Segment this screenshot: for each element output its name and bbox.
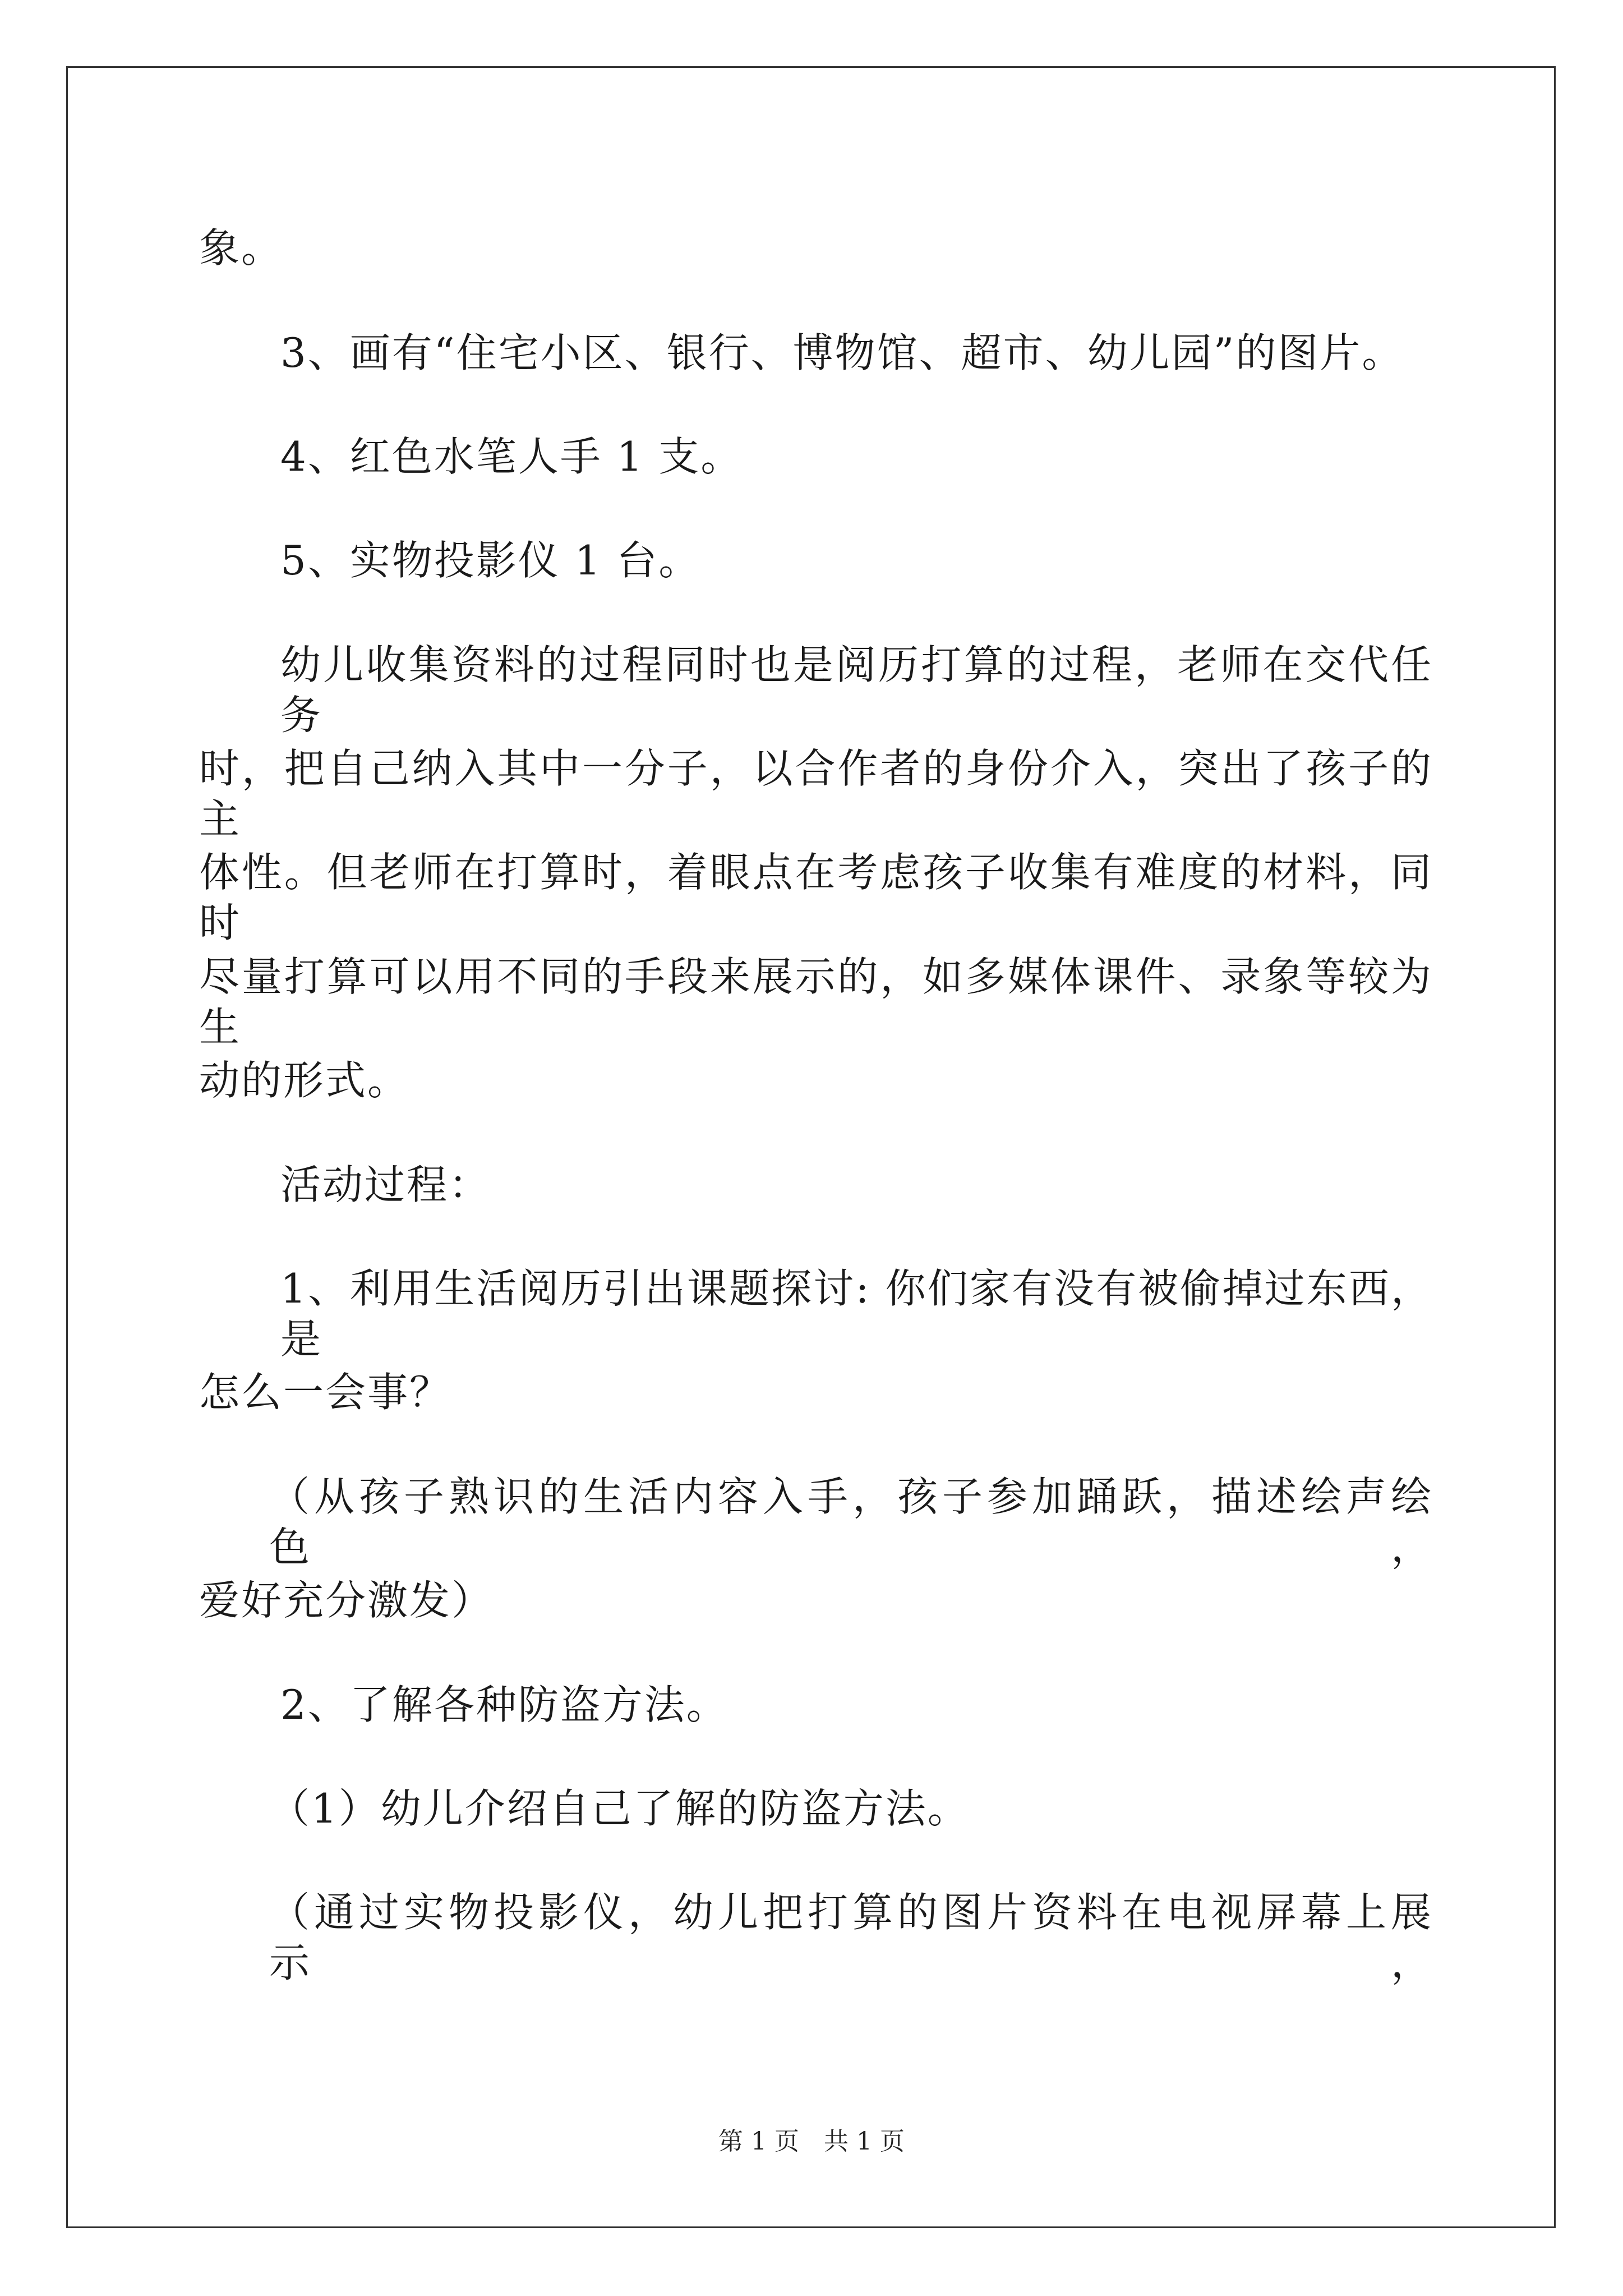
text-line-10: 活动过程： (280, 1161, 491, 1208)
text-line-9: 动的形式。 (199, 1057, 410, 1104)
text-line-16: （1）幼儿介绍自己了解的防盗方法。 (269, 1785, 970, 1832)
text-line-6: 时，把自己纳入其中一分子，以合作者的身份介入，突出了孩子的主 (199, 745, 1433, 843)
text-line-4: 5、实物投影仪 1 台。 (280, 537, 701, 584)
text-line-3: 4、红色水笔人手 1 支。 (280, 433, 743, 480)
text-line-13: （从孩子熟识的生活内容入手，孩子参加踊跃，描述绘声绘色， (269, 1473, 1433, 1571)
text-line-8: 尽量打算可以用不同的手段来展示的，如多媒体课件、录象等较为生 (199, 953, 1433, 1051)
text-line-12: 怎么一会事？ (199, 1369, 452, 1416)
text-line-11: 1、利用生活阅历引出课题探讨: 你们家有没有被偷掉过东西，是 (280, 1265, 1433, 1363)
text-line-1: 象。 (199, 224, 284, 272)
text-line-17: （通过实物投影仪，幼儿把打算的图片资料在电视屏幕上展示， (269, 1889, 1433, 1986)
text-line-2: 3、画有“住宅小区、银行、博物馆、超市、幼儿园”的图片。 (280, 329, 1404, 376)
page-number-footer: 第 1 页 共 1 页 (718, 2127, 905, 2156)
text-line-15: 2、了解各种防盗方法。 (280, 1681, 728, 1728)
text-line-14: 爱好充分激发） (199, 1577, 494, 1624)
text-line-7: 体性。但老师在打算时，着眼点在考虑孩子收集有难度的材料，同时 (199, 849, 1433, 946)
text-line-5: 幼儿收集资料的过程同时也是阅历打算的过程，老师在交代任务 (280, 641, 1433, 739)
